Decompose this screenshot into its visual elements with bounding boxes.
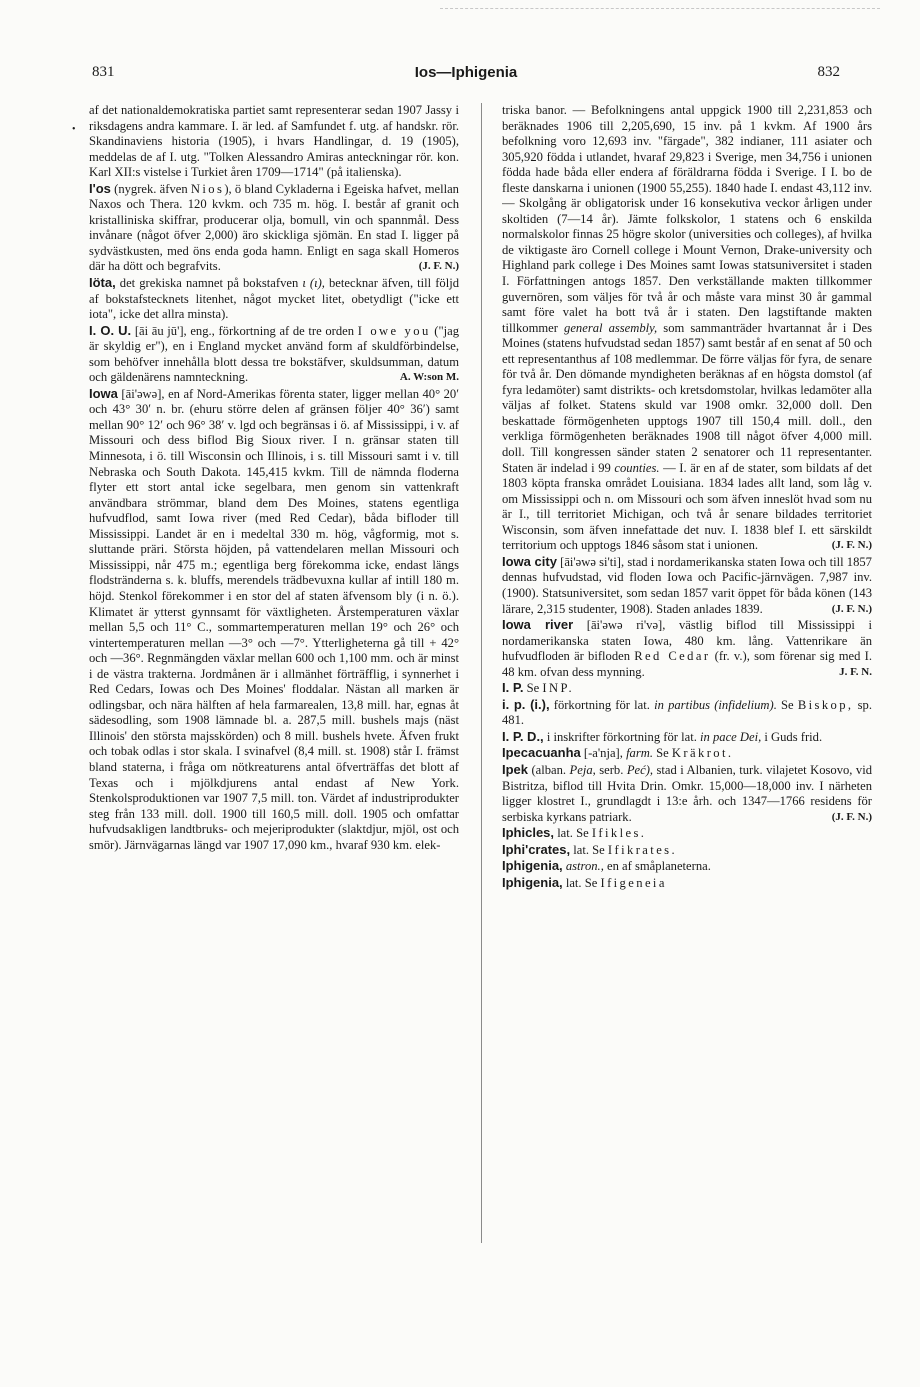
headword: Ipek (502, 761, 529, 777)
headword: Iphigenia, (502, 858, 563, 874)
headword: Iphigenia, (502, 874, 563, 890)
entry-iphicrates: Iphi'crates, lat. Se Ifikrates. (502, 841, 678, 857)
headword: I. P. D., (502, 728, 544, 744)
headword: Ipecacuanha (502, 745, 581, 761)
entry-iphicles: Iphicles, lat. Se Ifikles. (502, 825, 647, 841)
headword: I. O. U. (89, 322, 132, 338)
right-column (502, 103, 872, 1243)
entry-iphigenia-lat: Iphigenia, lat. Se Ifigeneia (502, 874, 667, 890)
headword: Iowa city (502, 553, 557, 569)
left-column (89, 103, 459, 1243)
entry-i-p: i. p. (i.), förkortning för lat. in partibus (infidelium). Se Biskop, sp. 481. (502, 696, 872, 728)
entry-iowa-river: Iowa river [āi'əwə ri'və], västlig biflod till Mississippi i nordamerikanska staten Iowa, 480 km. lång. Vattenrikare än hufvudfloden är bifloden Red Cedar (fr. v.), som förenar sig med I. 48 km. ofvan dess mynning. J. F. N. (502, 617, 872, 679)
headword: Iowa river (502, 617, 574, 633)
entry-continuation: af det nationaldemokratiska partiet samt representerar sedan 1907 Jassy i riksdagens andra kammare. I. är led. af Samfundet f. utg. af handskr. rör. Skandinaviens historia (1905), i hvars Handlingar, d. 19 (1905), meddelas de af I. utg. "Tolken Alessandro Amiras anteckningar rör. kon. Karl XII:s vistelse i Turkiet åren 1709—1714" (på italienska). (89, 103, 459, 180)
author-signature: (J. F. N.) (831, 602, 872, 615)
headword: Iowa (89, 385, 118, 401)
running-title: Ios—Iphigenia (414, 64, 518, 81)
page-number-left: 831 (92, 64, 115, 80)
entry-ipecacuanha: Ipecacuanha [-a'nja], farm. Se Kräkrot. (502, 745, 734, 761)
entry-iphigenia-astron: Iphigenia, astron., en af småplaneterna. (502, 858, 711, 874)
headword: i. p. (i.), (502, 696, 550, 712)
headword: I. P. (502, 680, 524, 696)
headword: Iöta, (89, 275, 116, 291)
column-divider (481, 103, 482, 1243)
entry-iota: Iöta, det grekiska namnet på bokstafven ι (ι), betecknar äfven, till följd af bokstafstecknets litenhet, något mycket litet, obetydligt ("icke ett iota", icke det allra minsta). (89, 275, 459, 322)
entry-ios: I'os (nygrek. äfven Nios), ö bland Cykladerna i Egeiska hafvet, mellan Naxos och Thera. 120 kvkm. och 735 m. hög. I. består af granit och kristalliniska skiffrar, producerar olja, bomull, vin och spannmål. Dess invånare (något öfver 2,000) äro skickliga sjömän. En stad I. ligger på sydvästkusten, med öns enda goda hamn. Enligt en saga skall Homeros där ha dött och begrafvits. (J. F. N.) (89, 180, 459, 274)
entry-iou: I. O. U. [āi āu jū'], eng., förkortning af de tre orden I owe you ("jag är skyldig er"), en i England mycket använd form af skuldförbindelse, som behöfver innehålla blott dessa tre bokstäfver, skuldsumman, datum och gäldenärens namnteckning. A. W:son M. (89, 322, 459, 385)
entry-ipek: Ipek (alban. Peja, serb. Peć), stad i Albanien, turk. vilajetet Kosovo, vid Bistritza, biflod till Hvita Drin. Omkr. 15,000—18,000 inv. I närheten ligger klostret I., grundlagdt i 13:e årh. och 1347—1766 residens för serbiska kyrkans patriark. (J. F. N.) (502, 761, 872, 824)
author-signature: (J. F. N.) (831, 810, 872, 823)
page-header (92, 64, 840, 88)
headword: Iphi'crates, (502, 841, 571, 857)
author-signature: (J. F. N.) (418, 260, 459, 273)
author-signature: J. F. N. (839, 665, 872, 678)
headword: I'os (89, 180, 111, 196)
margin-dot: • (72, 124, 76, 135)
entry-iowa-city: Iowa city [āi'əwə si'ti], stad i nordamerikanska staten Iowa och till 1857 dennas hufvudstad, vid floden Iowa och Pacific-järnvägen. 7,987 inv. (1900). Statsuniversitet, som sedan 1857 varit öppet för båda könen (143 lärare, 2,315 studenter, 1908). Staden anlades 1839. (J. F. N.) (502, 553, 872, 616)
headword: Iphicles, (502, 825, 555, 841)
entry-iowa-continued: triska banor. — Befolkningens antal uppgick 1900 till 2,231,853 och beräknades 1906 till 2,205,690, 15 inv. på 1 kvkm. Af 1900 års befolkning voro 12,693 inv. "färgade", 382 indianer, 111 asiater och 305,920 födda i utlandet, hvaraf 29,823 i Sverige, men 34,756 i unionen födda hade båda eller endera af föräldrarna födda i Sverige. I I. bo de fleste danskarna i unionen (1900 55,255). 1840 hade I. endast 43,112 inv. — Skolgång är obligatorisk under 16 konsekutiva veckor årligen under skoltiden (7—14 år). Jämte folkskolor, 1 statens och 6 enskilda normalskolor finnas 25 högre skolor (universities och colleges), af hvilka de viktigaste äro Cornell college i Mount Vernon, Drake-university och Highland park college i Des Moines samt Iowas statsuniversitet i staden I. Författningen antogs 1857. Den verkställande makten tillkommer guvernören, som väljes för två år och måste vara minst 30 år gammal samt före valet ha bott två år i staten. Den lagstiftande makten tillkommer general assembly, som sammanträder hvartannat år i Des Moines (statens hufvudstad sedan 1857) samt består af en senat af 50 och ett representanthus af 108 medlemmar. De förre väljas för fyra, de senare för två år. Den dömande myndigheten beräknas af en högsta domstol (af fyra ledamöter) samt distrikts- och kretsdomstolar, hvilkas ledamöter alla väljas af folket. Statens skuld var 1908 omkr. 32,000 doll. Den beskattade förmögenheten upptogs 1907 till 150,4 mill. doll., den verkliga förmögenheten beräknades 1908 till något öfver 4,000 mill. doll. Till kongressen sänder staten 2 senatorer och 11 representanter. Staten är indelad i 99 counties. — I. är en af de stater, som bildats af det 1803 köpta franska området Louisiana. 1834 lades allt land, som låg v. om Mississippi och n. om Missouri och som äfven inneslöt hvad som nu är I., till territoriet Michigan, och två år senare bildades territoriet Wisconsin, som äfven innefattade det nuv. I. 1838 blef I. ett särskildt territorium och upptogs 1846 såsom stat i unionen. (J. F. N.) (502, 103, 872, 553)
entry-ipd: I. P. D., i inskrifter förkortning för lat. in pace Dei, i Guds frid. (502, 728, 823, 744)
author-signature: (J. F. N.) (831, 539, 872, 552)
entry-ip: I. P. Se INP. (502, 680, 575, 696)
page-number-right: 832 (817, 64, 840, 80)
top-scan-rule (440, 8, 880, 9)
entry-iowa: Iowa [āi'əwə], en af Nord-Amerikas förenta stater, ligger mellan 40° 20′ och 43° 30′ n. br. (ehuru större delen af gränsen följer 40° 36′) samt mellan 90° 12′ och 96° 38′ v. lgd och begränsas i ö. af Mississippi, i v. af Missouri och dess biflod Big Sioux river. I n. gränsar staten till Minnesota, i ö. till Wisconsin och Illinois, i s. till Missouri samt i v. till Nebraska och South Dakota. 145,415 kvkm. Till de nämnda floderna flyter ett stort antal icke segelbara, men genom sin vattenkraft användbara strömmar, bland dem Des Moines, statens egentliga hufvudflod, samt Iowa river (med Red Cedar), båda bifloder till Mississippi. Landet är en i medeltal 330 m. hög, vågformig, mot s. sluttande präri. Största höjden, på vattendelaren mellan Missouri och Mississippi, når 475 m.; egentliga berg förekomma icke, endast längs flodstränderna s. k. bluffs, merendels trädbevuxna kullar af intill 180 m. höjd. Stenkol förekommer i en stor del af staten äfvensom bly (i n. ö.). Klimatet är ytterst gynnsamt för växtligheten. Årstemperaturen växlar mellan 5,5 och 11° C., sommartemperaturen mellan 19° och 26° och vintertemperaturen mellan —3° och —7°. Ytterligheterna gå till + 42° och —36°. Regnmängden växlar mellan 600 och 1,100 mm. och är minst i de västra trakterna. Jordmånen är i allmänhet förträfflig, i synnerhet i Red Cedars, Iowas och Des Moines' floddalar. Nästan all marken är odlingsbar, och nära hälften af hela farmarealen, 13,8 mill. har, egnas åt sädesodling, som 1908 lämnade bl. a. 287,5 mill. bushels majs (näst Illinois' den största majsskörden) och 8 mill. bushels hvete. Äfven frukt och tobak odlas i stor skala. I svinafvel (8,4 mill. st. 1908) står I. främst bland staterna, i fråga om nötkreaturens antal öfverträffas det blott af Texas och i mjölkdjurens antal endast af New York. Stenkolsproduktionen var 1907 7,5 mill. ton. Värdet af industriprodukter steg från 133 mill. doll. 1900 till 160,5 mill. doll. 1905 och omfattar hufvudsakligen landtbruks- och mejeriprodukter (slaktdjur, mjöl, ost och smör). Järnvägarnas längd var 1907 17,090 km., hvaraf 930 km. elek- (89, 385, 459, 852)
author-signature: A. W:son M. (399, 371, 459, 384)
